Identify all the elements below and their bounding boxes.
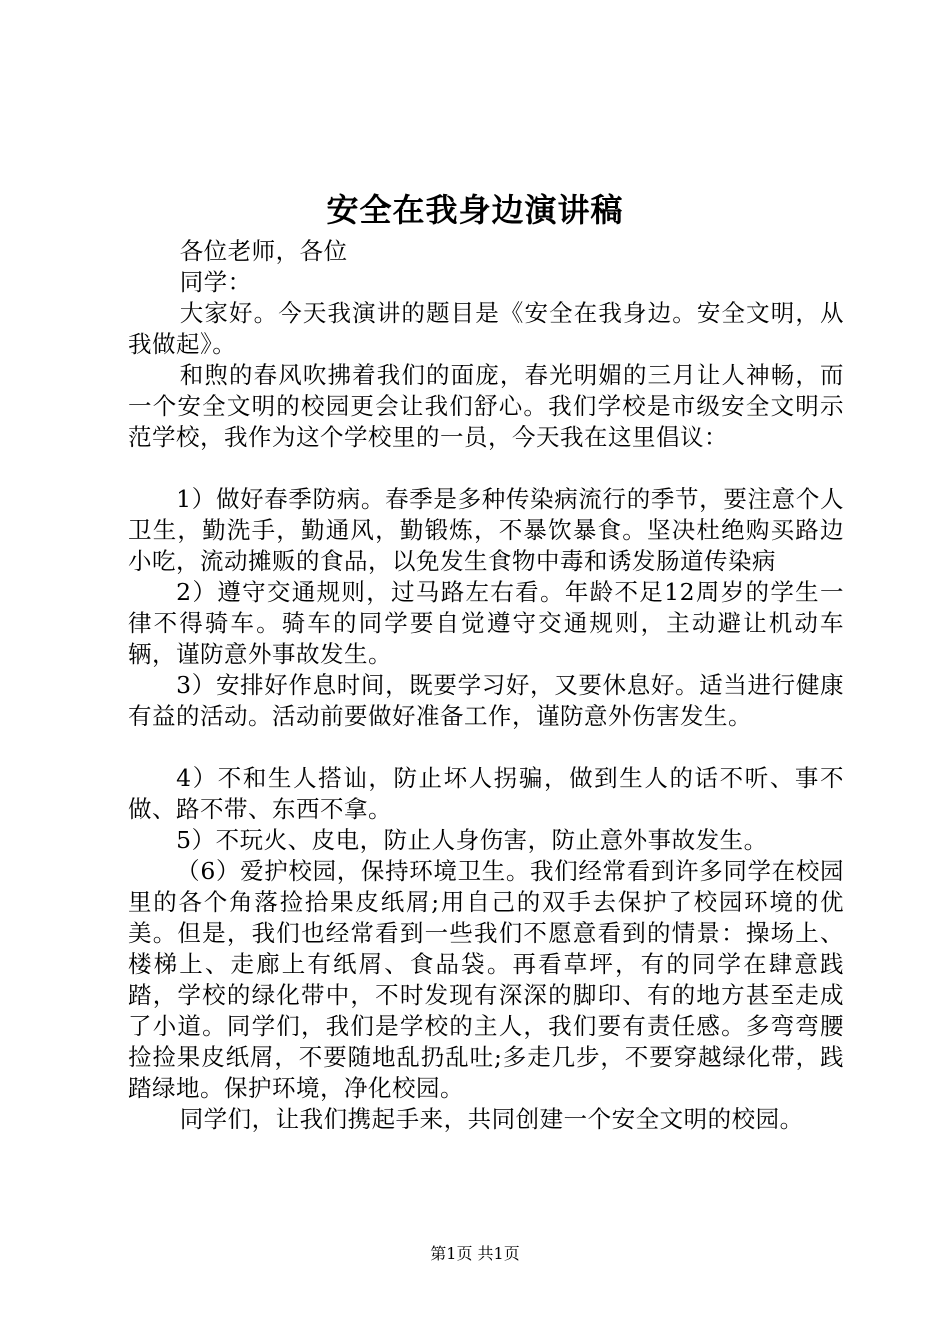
salutation-line-2: 同学：: [179, 268, 252, 296]
proposal-item-3: 3）安排好作息时间，既要学习好，又要休息好。适当进行健康有益的活动。活动前要做好准备工作，谨防意外伤害发生。: [128, 671, 844, 730]
proposal-item-6: （6）爱护校园，保持环境卫生。我们经常看到许多同学在校园里的各个角落捡拾果皮纸屑;用自己的双手去保护了校园环境的优美。但是，我们也经常看到一些我们不愿意看到的情景：操场上、楼梯上、走廊上有纸屑、食品袋。再看草坪，有的同学在肆意践踏，学校的绿化带中，不时发现有深深的脚印、有的地方甚至走成了小道。同学们，我们是学校的主人，我们要有责任感。多弯弯腰捡捡果皮纸屑，不要随地乱扔乱吐;多走几步，不要穿越绿化带，践踏绿地。保护环境，净化校园。: [128, 857, 844, 1102]
proposal-item-5: 5）不玩火、皮电，防止人身伤害，防止意外事故发生。: [176, 826, 768, 854]
paragraph-spacer: [128, 453, 844, 484]
page-footer: 第1页 共1页: [430, 1244, 520, 1263]
paragraph-closing: 同学们，让我们携起手来，共同创建一个安全文明的校园。: [179, 1105, 804, 1133]
proposal-item-1: 1）做好春季防病。春季是多种传染病流行的季节，要注意个人卫生，勤洗手，勤通风，勤锻炼，不暴饮暴食。坚决杜绝购买路边小吃，流动摊贩的食品，以免发生食物中毒和诱发肠道传染病: [128, 485, 844, 575]
proposal-item-2: 2）遵守交通规则，过马路左右看。年龄不足12周岁的学生一律不得骑车。骑车的同学要自觉遵守交通规则，主动避让机动车辆，谨防意外事故发生。: [128, 578, 844, 668]
proposal-item-4: 4）不和生人搭讪，防止坏人拐骗，做到生人的话不听、事不做、路不带、东西不拿。: [128, 764, 844, 823]
document-body: [128, 236, 844, 1135]
paragraph-spacer: [128, 732, 844, 763]
salutation-line-1: 各位老师，各位: [179, 237, 348, 265]
paragraph-proposal: 和煦的春风吹拂着我们的面庞，春光明媚的三月让人神畅，而一个安全文明的校园更会让我们舒心。我们学校是市级安全文明示范学校，我作为这个学校里的一员，今天我在这里倡议：: [128, 361, 844, 451]
document-title: 安全在我身边演讲稿: [326, 191, 624, 229]
paragraph-intro: 大家好。今天我演讲的题目是《安全在我身边。安全文明，从我做起》。: [128, 299, 844, 358]
